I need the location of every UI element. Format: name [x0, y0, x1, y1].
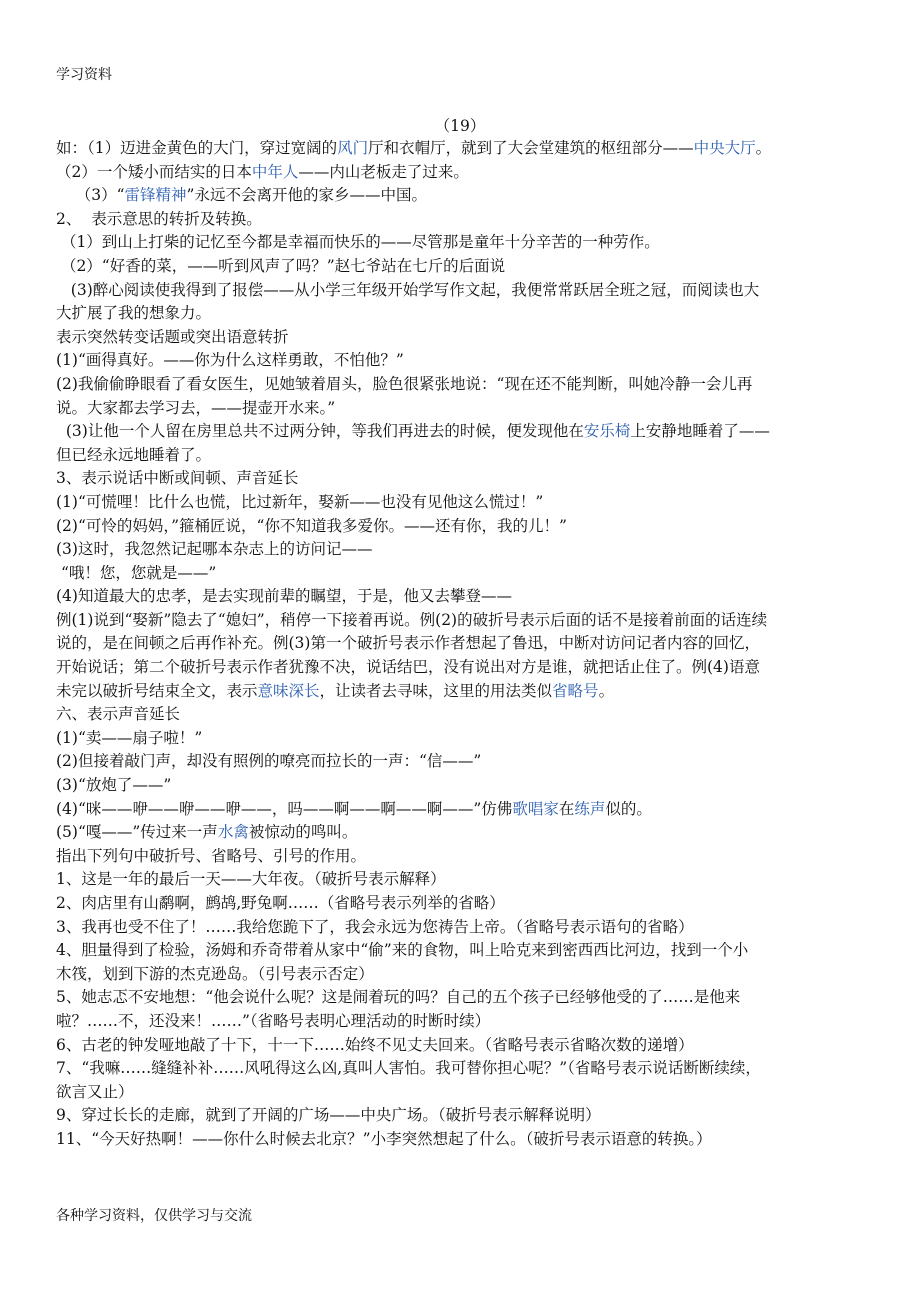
keyword-link[interactable]: 中年人 — [251, 162, 299, 181]
keyword-link[interactable]: 安乐椅 — [583, 422, 631, 441]
text-span: (2)我偷偷睁眼看了看女医生，见她皱着眉头，脸色很紧张地说：“现在还不能判断，叫她冷静一会儿再 — [56, 374, 753, 393]
text-span: “哦！您，您就是——” — [56, 563, 217, 582]
keyword-link[interactable]: 水禽 — [217, 823, 249, 842]
text-line — [56, 656, 898, 680]
text-span: 如：（1）迈进金黄色的大门，穿过宽阔的 — [56, 139, 338, 157]
page-header: 学习资料 — [56, 67, 112, 83]
text-span: (4)知道最大的忠孝，是去实现前辈的瞩望，于是，他又去攀登—— — [56, 587, 512, 606]
keyword-link[interactable]: 风门 — [337, 139, 369, 157]
keyword-link[interactable]: 雷锋精神 — [124, 186, 187, 205]
text-span: 六、表示声音延长 — [56, 705, 181, 724]
text-span: (1)“卖——扇子啦！” — [56, 728, 203, 747]
text-span: 但已经永远地睡着了。 — [56, 445, 212, 464]
text-line — [56, 208, 898, 232]
text-line — [56, 184, 898, 208]
text-span: 被惊动的鸣叫。 — [248, 823, 358, 842]
text-span: 。 — [755, 139, 772, 157]
text-span: (5)“嘎——”传过来一声 — [56, 823, 218, 842]
keyword-link[interactable]: 省略号 — [552, 681, 599, 700]
keyword-link[interactable]: 意味深长 — [257, 681, 320, 700]
text-line — [56, 444, 898, 468]
text-line — [56, 373, 898, 397]
text-line — [56, 680, 898, 704]
text-span: (3)让他一个人留在房里总共不过两分钟，等我们再进去的时候，便发现他在 — [56, 422, 584, 441]
text-line — [56, 1034, 898, 1058]
text-line — [56, 1128, 898, 1152]
text-span: 说的，是在间顿之后再作补充。例(3)第一个破折号表示作者想起了鲁迅，中断对访问记者内容的回忆， — [56, 634, 760, 653]
text-span: 1、这是一年的最后一天——大年夜。（破折号表示解释） — [56, 870, 446, 889]
text-line — [56, 892, 898, 916]
keyword-link[interactable]: 中央大厅 — [693, 139, 756, 157]
text-line — [56, 255, 898, 279]
text-line — [56, 845, 898, 869]
text-span: ，让读者去寻味，这里的用法类似 — [319, 681, 553, 700]
text-line — [56, 1104, 898, 1128]
text-span: 2、 表示意思的转折及转换。 — [56, 209, 262, 228]
text-span: 表示突然转变话题或突出语意转折 — [56, 327, 289, 346]
text-line — [56, 703, 898, 727]
text-span: （2）一个矮小而结实的日本 — [56, 162, 252, 181]
text-line — [56, 916, 898, 940]
text-line — [56, 821, 898, 845]
text-span: (3)醉心阅读使我得到了报偿——从小学三年级开始学写作文起，我便常常跃居全班之冠，而阅读也大 — [56, 280, 760, 299]
text-span: 3、表示说话中断或间顿、声音延长 — [56, 469, 299, 488]
text-span: 大扩展了我的想象力。 — [56, 304, 212, 323]
text-span: 。 — [598, 681, 615, 700]
text-span: （1）到山上打柴的记忆至今都是幸福而快乐的——尽管那是童年十分辛苦的一种劳作。 — [56, 233, 660, 252]
text-line — [56, 397, 898, 421]
text-span: 5、她志忑不安地想：“他会说什么呢？这是闹着玩的吗？自己的五个孩子已经够他受的了……是他来 — [56, 988, 741, 1007]
text-span: 例(1)说到“娶新”隐去了“媳妇”，稍停一下接着再说。例(2)的破折号表示后面的话不是接着前面的话连续 — [56, 610, 768, 629]
text-line — [56, 491, 898, 515]
document-body — [56, 137, 898, 1152]
text-span: (2)“可怜的妈妈，”箍桶匠说，“你不知道我多爱你。——还有你，我的儿！” — [56, 516, 567, 535]
text-span: 9、穿过长长的走廊，就到了开阔的广场——中央广场。（破折号表示解释说明） — [56, 1106, 601, 1125]
text-line — [56, 538, 898, 562]
text-line — [56, 420, 898, 444]
text-span: (3)这时，我忽然记起哪本杂志上的访问记—— — [56, 540, 373, 559]
text-span: 7、“我嘛……缝缝补补……风吼得这么凶,真叫人害怕。我可替你担心呢？”（省略号表示说话断断续续， — [56, 1059, 761, 1078]
text-span: 指出下列句中破折号、省略号、引号的作用。 — [56, 846, 367, 865]
keyword-link[interactable]: 歌唱家 — [512, 799, 559, 818]
page-number: （19） — [434, 117, 486, 135]
text-span: 4、胆量得到了检验，汤姆和乔奇带着从家中“偷”来的食物，叫上哈克来到密西西比河边，找到一个小 — [56, 941, 749, 960]
text-line — [56, 585, 898, 609]
text-line — [56, 632, 898, 656]
text-span: ”永远不会离开他的家乡——中国。 — [186, 186, 427, 205]
text-line — [56, 727, 898, 751]
text-line — [56, 562, 898, 586]
text-line — [56, 279, 898, 303]
text-span: 上安静地睡着了—— — [630, 422, 770, 441]
text-span: 未完以破折号结束全文，表示 — [56, 681, 258, 700]
text-span: (2)但接着敲门声，却没有照例的嘹亮而拉长的一声：“信——” — [56, 752, 482, 771]
text-line — [56, 349, 898, 373]
text-span: 3、我再也受不住了！……我给您跪下了，我会永远为您祷告上帝。（省略号表示语句的省略） — [56, 917, 694, 936]
text-span: (3)“放炮了——” — [56, 776, 172, 795]
text-span: 厅和衣帽厅，就到了大会堂建筑的枢纽部分—— — [368, 139, 694, 157]
text-span: 似的。 — [605, 799, 652, 818]
text-span: 木筏，划到下游的杰克逊岛。（引号表示否定） — [56, 964, 374, 983]
text-line — [56, 161, 898, 185]
text-line — [56, 302, 898, 326]
text-line — [56, 137, 898, 161]
text-line — [56, 326, 898, 350]
text-span: 6、古老的钟发哑地敲了十下，十一下……始终不见丈夫回来。（省略号表示省略次数的递增） — [56, 1035, 694, 1054]
text-span: (4)“咪——咿——咿——咿——，吗——啊——啊——啊——”仿佛 — [56, 799, 513, 818]
text-line — [56, 1057, 898, 1081]
text-line — [56, 1010, 898, 1034]
text-line — [56, 1081, 898, 1105]
text-line — [56, 515, 898, 539]
text-line — [56, 609, 898, 633]
keyword-link[interactable]: 练声 — [574, 799, 606, 818]
text-span: 在 — [558, 799, 575, 818]
text-span: 11、“今天好热啊！——你什么时候去北京？”小李突然想起了什么。（破折号表示语意的转换。） — [56, 1129, 712, 1148]
text-line — [56, 939, 898, 963]
page-footer: 各种学习资料，仅供学习与交流 — [56, 1208, 252, 1224]
text-span: (1)“画得真好。——你为什么这样勇敢，不怕他？” — [56, 351, 404, 370]
text-line — [56, 467, 898, 491]
text-span: （2）“好香的菜，——听到风声了吗？”赵七爷站在七斤的后面说 — [56, 256, 506, 275]
text-span: 2、肉店里有山鹬啊，鹧鸪,野兔啊……（省略号表示列举的省略） — [56, 894, 505, 912]
text-span: 开始说话；第二个破折号表示作者犹豫不决，说话结巴，没有说出对方是谁，就把话止住了。例(4)语意 — [56, 658, 760, 677]
text-span: 欲言又止） — [56, 1082, 134, 1101]
text-span: （3）“ — [56, 186, 125, 205]
text-span: 啦？……不，还没来！……”（省略号表明心理活动的时断时续） — [56, 1011, 491, 1030]
text-line — [56, 750, 898, 774]
text-line — [56, 868, 898, 892]
text-span: 说。大家都去学习去，——提壶开水来。” — [56, 398, 336, 417]
text-line — [56, 798, 898, 822]
text-line — [56, 963, 898, 987]
text-span: ——内山老板走了过来。 — [298, 162, 469, 181]
text-line — [56, 986, 898, 1010]
text-line — [56, 774, 898, 798]
text-span: (1)“可慌哩！比什么也慌，比过新年，娶新——也没有见他这么慌过！” — [56, 492, 544, 511]
text-line — [56, 231, 898, 255]
